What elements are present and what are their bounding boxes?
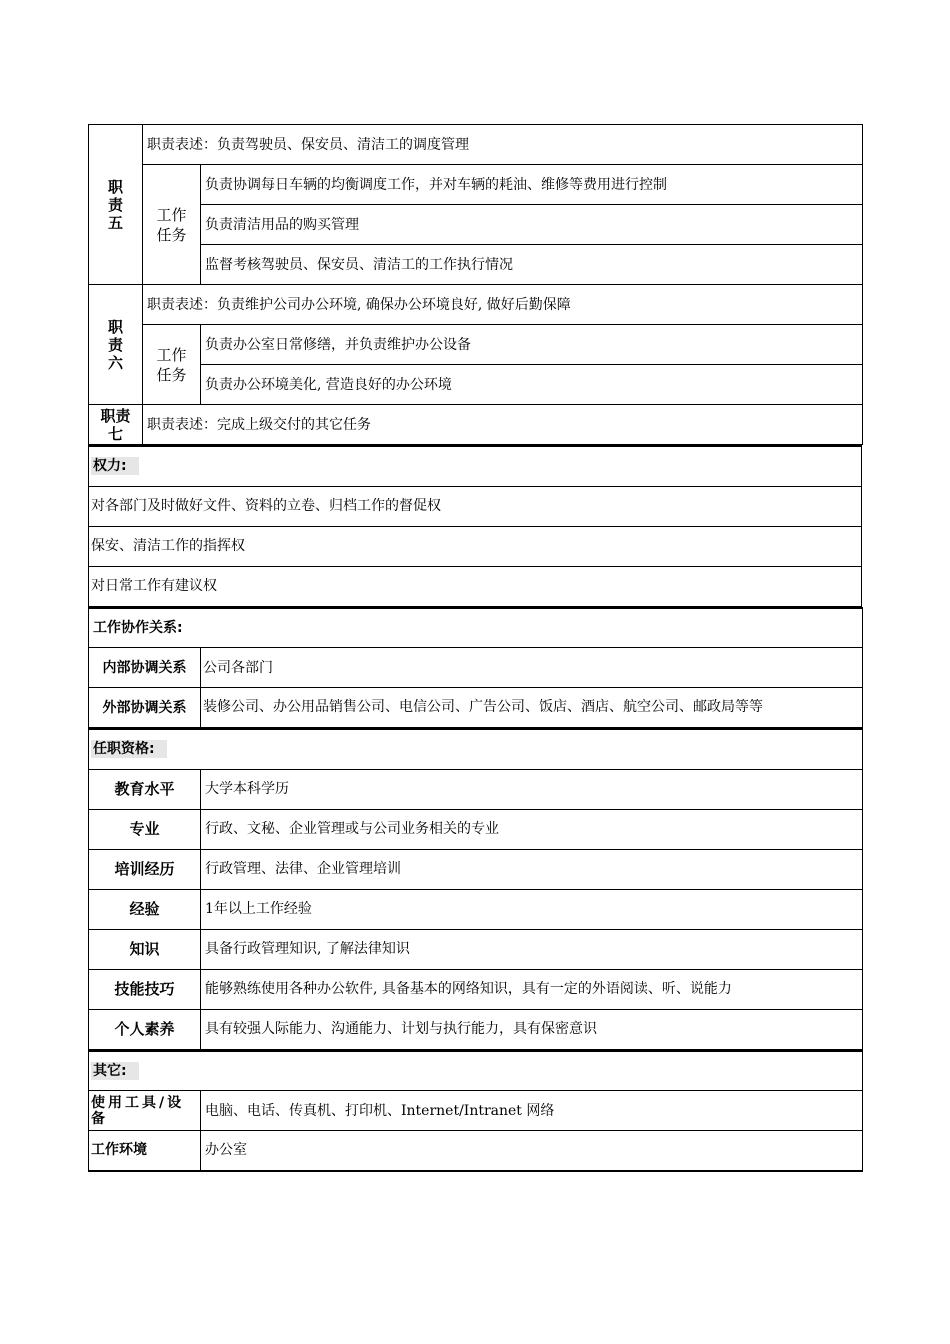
duty5-summary-row [89,125,863,165]
qualifications-table [88,728,863,1050]
duty6-task-row [89,325,863,365]
duty7-label: 职责 七 [89,405,143,445]
experience-value: 1年以上工作经验 [201,889,863,929]
qualification-row [89,1009,863,1049]
qualifications-title: 任职资格: [91,740,167,758]
duty5-task-3: 监督考核驾驶员、保安员、清洁工的工作执行情况 [201,245,863,285]
other-row [89,1091,863,1131]
job-description-table [88,124,863,445]
qualifications-header-row [89,729,863,769]
authority-item-2: 保安、清洁工作的指挥权 [89,526,862,566]
knowledge-label: 知识 [89,929,201,969]
internal-coordination-label: 内部协调关系 [89,648,201,688]
internal-coordination-value: 公司各部门 [201,648,863,688]
duty5-summary: 职责表述：负责驾驶员、保安员、清洁工的调度管理 [143,125,863,165]
personal-quality-value: 具有较强人际能力、沟通能力、计划与执行能力，具有保密意识 [201,1009,863,1049]
cooperation-header-row [89,608,863,648]
other-header-row [89,1051,863,1091]
major-value: 行政、文秘、企业管理或与公司业务相关的专业 [201,809,863,849]
skills-label: 技能技巧 [89,969,201,1009]
duty7-row [89,405,863,445]
authority-title: 权力: [91,457,139,475]
major-label: 专业 [89,809,201,849]
other-row [89,1131,863,1171]
authority-row [89,566,862,606]
duty6-label: 职 责 六 [89,285,143,405]
work-environment-label: 工作环境 [89,1131,201,1171]
experience-label: 经验 [89,889,201,929]
external-coordination-label: 外部协调关系 [89,688,201,728]
authority-row [89,526,862,566]
skills-value: 能够熟练使用各种办公软件, 具备基本的网络知识，具有一定的外语阅读、听、说能力 [201,969,863,1009]
duty6-task-2: 负责办公环境美化, 营造良好的办公环境 [201,365,863,405]
duty7-summary: 职责表述：完成上级交付的其它任务 [143,405,863,445]
qualification-row [89,809,863,849]
duty5-task-row [89,245,863,285]
duty6-summary-row [89,285,863,325]
duty6-summary: 职责表述：负责维护公司办公环境, 确保办公环境良好, 做好后勤保障 [143,285,863,325]
duty6-task-1: 负责办公室日常修缮，并负责维护办公设备 [201,325,863,365]
work-environment-value: 办公室 [201,1131,863,1171]
training-value: 行政管理、法律、企业管理培训 [201,849,863,889]
qualification-row [89,849,863,889]
authority-item-1: 对各部门及时做好文件、资料的立卷、归档工作的督促权 [89,486,862,526]
authority-header-row [89,446,862,486]
authority-table [88,445,862,607]
duty6-task-row [89,365,863,405]
other-title: 其它: [91,1062,139,1080]
qualification-row [89,889,863,929]
duty5-task-1: 负责协调每日车辆的均衡调度工作，并对车辆的耗油、维修等费用进行控制 [201,165,863,205]
personal-quality-label: 个人素养 [89,1009,201,1049]
cooperation-row [89,648,863,688]
duty5-task-row [89,165,863,205]
knowledge-value: 具备行政管理知识, 了解法律知识 [201,929,863,969]
cooperation-row [89,688,863,728]
qualification-row [89,969,863,1009]
authority-row [89,486,862,526]
duty5-task-label: 工作 任务 [143,165,201,285]
tools-value: 电脑、电话、传真机、打印机、Internet/Intranet 网络 [201,1091,863,1131]
qualification-row [89,929,863,969]
duty5-task-2: 负责清洁用品的购买管理 [201,205,863,245]
cooperation-table [88,607,863,729]
external-coordination-value: 装修公司、办公用品销售公司、电信公司、广告公司、饭店、酒店、航空公司、邮政局等等 [201,688,863,728]
education-value: 大学本科学历 [201,769,863,809]
education-label: 教育水平 [89,769,201,809]
duty5-label: 职 责 五 [89,125,143,285]
duty5-task-row [89,205,863,245]
authority-item-3: 对日常工作有建议权 [89,566,862,606]
job-description-sheet [88,124,862,1172]
training-label: 培训经历 [89,849,201,889]
tools-label: 使用工具/设备 [89,1091,201,1131]
cooperation-title: 工作协作关系: [93,619,183,636]
qualification-row [89,769,863,809]
duty6-task-label: 工作 任务 [143,325,201,405]
other-table [88,1050,863,1172]
